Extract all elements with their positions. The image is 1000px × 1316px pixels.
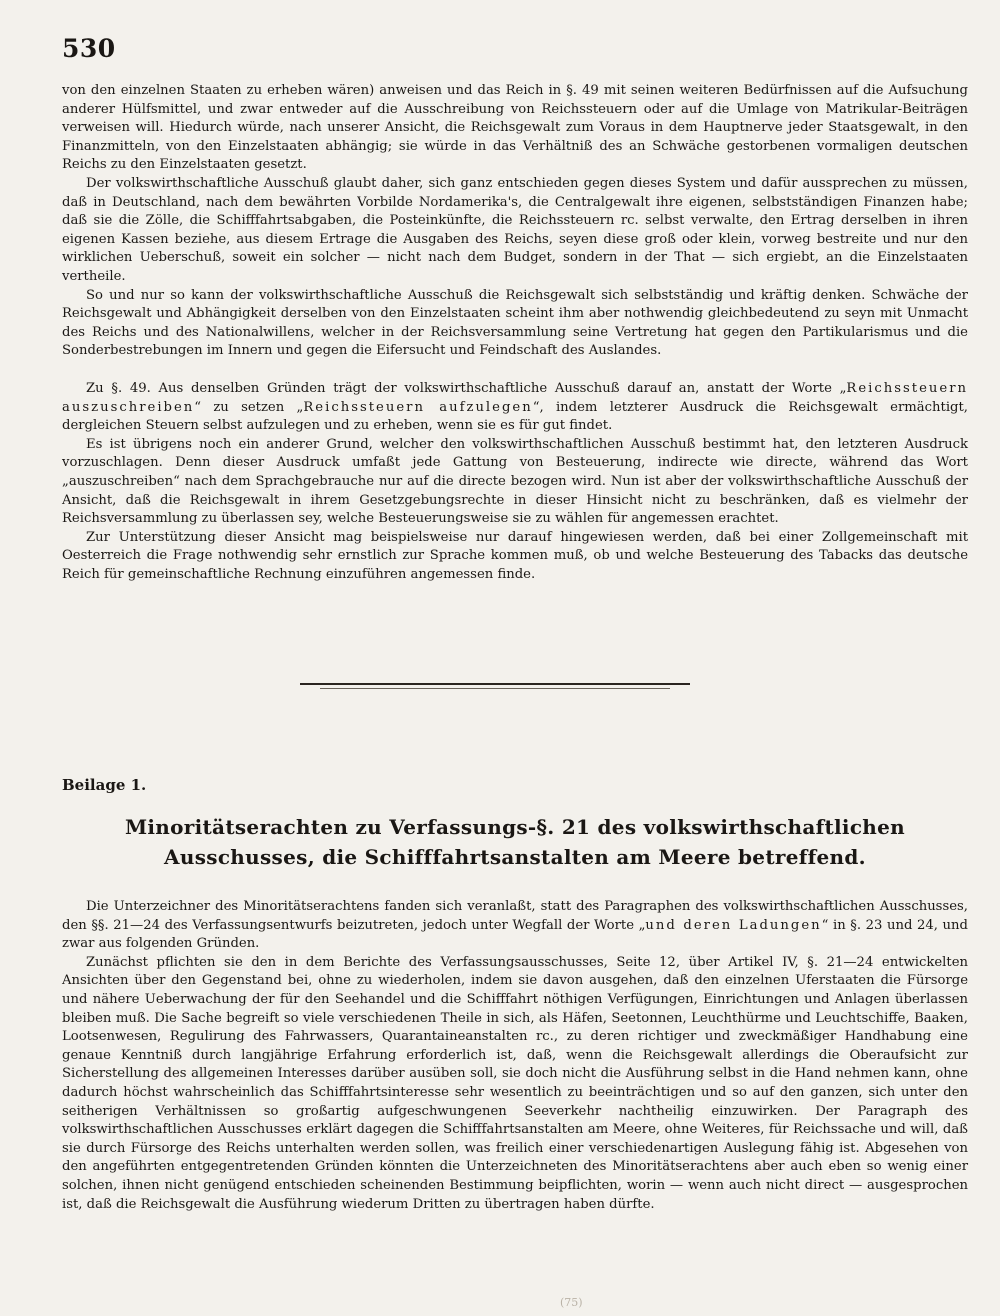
text-run: “ zu setzen „ bbox=[194, 399, 304, 415]
text-run: Die Unterzeichner des Minoritätserachtens fanden sich veranlaßt, statt des Paragraphen des volkswirthschaftlichen Ausschusses, den §§. 21—24 des Verfassungsentwurfs beizutreten, jedoch unter Wegfall der Worte „ bbox=[62, 899, 968, 933]
spaced-term: Reichssteuern auszuschreiben bbox=[62, 381, 968, 415]
section-minority-opinion bbox=[62, 898, 968, 1214]
paragraph: von den einzelnen Staaten zu erheben wären) anweisen und das Reich in §. 49 mit seinen weiteren Bedürfnissen auf die Aufsuchung anderer Hülfsmittel, und zwar entweder auf die Ausschreibung von Reichssteuern oder auf die Umlage von Matrikular-Beiträgen verweisen will. Hiedurch würde, nach unserer Ansicht, die Reichsgewalt zum Voraus in dem Hauptnerve jeder Staatsgewalt, in den Finanzmitteln, von den Einzelstaaten abhängig; sie würde in das Verhältniß des an Schwäche gestorbenen vormaligen deutschen Reichs zu den Einzelstaaten gesetzt. bbox=[62, 83, 968, 173]
appendix-heading: Minoritätserachten zu Verfassungs-§. 21 des volkswirthschaftlichen Ausschusses, die Schifffahrtsanstalten am Meere betreffend. bbox=[124, 815, 906, 869]
text-run: “, indem letzterer Ausdruck die Reichsgewalt ermächtigt, dergleichen Steuern selbst aufzulegen und zu erheben, wenn sie es für gut findet. bbox=[62, 399, 968, 434]
spaced-term: und deren Ladungen bbox=[645, 917, 822, 933]
faint-footer-mark: (75) bbox=[560, 1296, 583, 1309]
section-paragraph-49 bbox=[62, 380, 968, 585]
section-finances bbox=[62, 82, 968, 361]
text-run: “ in §. 23 und 24, und zwar aus folgenden Gründen. bbox=[62, 917, 968, 952]
paragraph: Es ist übrigens noch ein anderer Grund, welcher den volkswirthschaftlichen Ausschuß bestimmt hat, den letzteren Ausdruck vorzuschlagen. Denn dieser Ausdruck umfaßt jede Gattung von Besteuerung, indirecte wie directe, während das Wort „auszuschreiben“ nach dem Sprachgebrauche nur auf die directe bezogen wird. Nun ist aber der volkswirthschaftliche Ausschuß der Ansicht, daß die Reichsgewalt in ihrem Gesetzgebungsrechte in dieser Hinsicht nicht zu beschränken, daß es vielmehr der Reichsversammlung zu überlassen sey, welche Besteuerungsweise sie zu wählen für angemessen erachtet. bbox=[62, 436, 968, 527]
text-run: Zu §. 49. Aus denselben Gründen trägt der volkswirthschaftliche Ausschuß darauf an, anstatt der Worte „ bbox=[86, 381, 847, 396]
paragraph: Der volkswirthschaftliche Ausschuß glaubt daher, sich ganz entschieden gegen dieses System und dafür aussprechen zu müssen, daß in Deutschland, nach dem bewährten Vorbilde Nordamerika's, die Centralgewalt ihre eigenen, selbstständigen Finanzen habe; daß sie die Zölle, die Schifffahrtsabgaben, die Posteinkünfte, die Reichssteuern rc. selbst verwalte, den Ertrag derselben in ihren eigenen Kassen beziehe, aus diesem Ertrage die Ausgaben des Reichs, seyen diese groß oder klein, vorweg bestreite und nur den wirklichen Ueberschuß, soweit ein solcher — nicht nach dem Budget, sondern in der That — sich ergiebt, an die Einzelstaaten vertheile. bbox=[62, 175, 968, 284]
paragraph: So und nur so kann der volkswirthschaftliche Ausschuß die Reichsgewalt sich selbstständig und kräftig denken. Schwäche der Reichsgewalt und Abhängigkeit derselben von den Einzelstaaten scheint ihm aber nothwendig gleichbedeutend zu seyn mit Unmacht des Reichs und des Nationalwillens, welcher in der Reichsversammlung seine Vertretung hat gegen den Partikularismus und die Sonderbestrebungen im Innern und gegen die Eifersucht und Feindschaft des Auslandes. bbox=[62, 287, 968, 359]
paragraph: Zunächst pflichten sie den in dem Berichte des Verfassungsausschusses, Seite 12, über Artikel IV, §. 21—24 entwickelten Ansichten über den Gegenstand bei, ohne zu wiederholen, indem sie davon ausgehen, daß den einzelnen Uferstaaten die Fürsorge und nähere Ueberwachung der für den Seehandel und die Schifffahrt nöthigen Verfügungen, Einrichtungen und Anlagen überlassen bleiben muß. Die Sache begreift so viele verschiedenen Theile in sich, als Häfen, Seetonnen, Leuchthürme und Leuchtschiffe, Baaken, Lootsenwesen, Regulirung des Fahrwassers, Quarantaineanstalten rc., zu deren richtiger und zweckmäßiger Handhabung eine genaue Kenntniß durch langjährige Erfahrung erforderlich ist, daß, wenn die Reichsgewalt allerdings die Oberaufsicht zur Sicherstellung des allgemeinen Interesses darüber ausüben soll, sie doch nicht die Ausführung selbst in die Hand nehmen kann, ohne dadurch höchst wahrscheinlich das Schifffahrtsinteresse sehr wesentlich zu beeinträchtigen und so auf den ganzen, sich unter den seitherigen Verhältnissen so großartig aufgeschwungenen Seeverkehr nachtheilig einzuwirken. Der Paragraph des volkswirthschaftlichen Ausschusses erklärt dagegen die Schifffahrtsanstalten am Meere, ohne Weiteres, für Reichssache und will, daß sie durch Fürsorge des Reichs unterhalten werden sollen, was freilich einer verschiedenartigen Auslegung fähig ist. Abgesehen von den angeführten entgegentretenden Gründen könnten die Unterzeichneten des Minoritätserachtens aber auch eben so wenig einer solchen, ihnen nicht genügend entschieden scheinenden Bestimmung beipflichten, worin — wenn auch nicht direct — ausgesprochen ist, daß die Reichsgewalt die Ausführung wiederum Dritten zu übertragen haben dürfte. bbox=[62, 954, 968, 1212]
paragraph bbox=[62, 898, 968, 954]
paragraph bbox=[62, 380, 968, 436]
paragraph: Zur Unterstützung dieser Ansicht mag beispielsweise nur darauf hingewiesen werden, daß bei einer Zollgemeinschaft mit Oesterreich die Frage nothwendig sehr ernstlich zur Sprache kommen muß, ob und welche Besteuerung des Tabacks das deutsche Reich für gemeinschaftliche Rechnung einzuführen angemessen finde. bbox=[62, 529, 968, 582]
page-number: 530 bbox=[62, 34, 116, 63]
appendix-label: Beilage 1. bbox=[62, 776, 147, 794]
spaced-term: Reichssteuern aufzulegen bbox=[303, 399, 533, 415]
section-divider bbox=[300, 683, 690, 685]
